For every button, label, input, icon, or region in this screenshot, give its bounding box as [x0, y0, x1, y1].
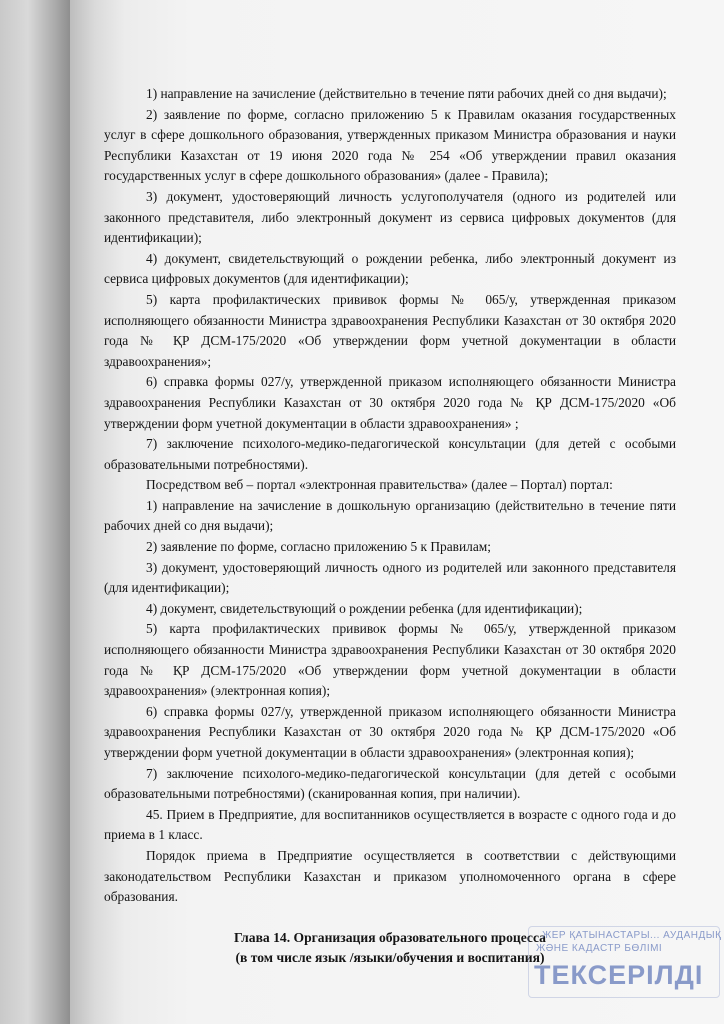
list-item: 1) направление на зачисление в дошкольную организацию (действительно в течение пяти рабочих дней со дня выдачи);: [104, 497, 676, 534]
list-item: 6) справка формы 027/у, утвержденной приказом исполняющего обязанности Министра здравоохранения Республики Казахстан от 30 октября 2020 года № ҚР ДСМ-175/2020 «Об утверждении форм учетной документации в области здравоохранения» (электронная копия);: [104, 703, 676, 760]
list-item: 4) документ, свидетельствующий о рождении ребенка, либо электронный документ из сервиса цифровых документов (для идентификации);: [104, 250, 676, 287]
document-body: [104, 84, 676, 968]
paragraph: Посредством веб – портал «электронная правительства» (далее – Портал) портал:: [146, 477, 613, 493]
list-item: 3) документ, удостоверяющий личность одного из родителей или законного представителя (для идентификации);: [104, 559, 676, 596]
inspection-stamp: [528, 930, 724, 1024]
chapter-title: Глава 14. Организация образовательного процесса: [234, 929, 546, 945]
stamp-line-1: ЖЕР ҚАТЫНАСТАРЫ... АУДАНДЫҚ: [542, 930, 722, 941]
list-item: 7) заключение психолого-медико-педагогической консультации (для детей с особыми образовательными потребностями) (сканированная копия, при наличии).: [104, 765, 676, 802]
list-item: 6) справка формы 027/у, утвержденной приказом исполняющего обязанности Министра здравоохранения Республики Казахстан от 30 октября 2020 года № ҚР ДСМ-175/2020 «Об утверждении форм учетной документации в области здравоохранения» ;: [104, 374, 676, 431]
book-binding-shadow: [0, 0, 70, 1024]
list-item: 3) документ, удостоверяющий личность услугополучателя (одного из родителей или законного представителя, либо электронный документ из сервиса цифровых документов (для идентификации);: [104, 188, 676, 246]
list-item: 1) направление на зачисление (действительно в течение пяти рабочих дней со дня выдачи);: [146, 86, 667, 101]
list-item: 5) карта профилактических прививок формы № 065/у, утвержденной приказом исполняющего обязанности Министра здравоохранения Республики Казахстан от 30 октября 2020 года № ҚР ДСМ-175/2020 «Об утверждении форм учетной документации в области здравоохранения» (электронная копия);: [104, 621, 676, 699]
paragraph: 45. Прием в Предприятие, для воспитанников осуществляется в возрасте с одного года и до приема в 1 класс.: [104, 806, 676, 843]
list-item: 7) заключение психолого-медико-педагогической консультации (для детей с особыми образовательными потребностями).: [104, 436, 676, 472]
list-item: 4) документ, свидетельствующий о рождении ребенка (для идентификации);: [146, 600, 583, 616]
stamp-line-2: ЖӘНЕ КАДАСТР БӨЛІМІ: [536, 943, 663, 954]
list-item: 5) карта профилактических прививок формы № 065/у, утвержденная приказом исполняющего обязанности Министра здравоохранения Республики Казахстан от 30 октября 2020 года № ҚР ДСМ-175/2020 «Об утверждении форм учетной документации в области здравоохранения»;: [104, 291, 676, 369]
paragraph: Порядок приема в Предприятие осуществляется в соответствии с действующими законодательством Республики Казахстан и приказом уполномоченного органа в сфере образования.: [104, 847, 676, 905]
list-item: 2) заявление по форме, согласно приложению 5 к Правилам;: [146, 539, 491, 555]
stamp-line-3: ТЕКСЕРІЛДІ: [534, 960, 704, 990]
list-item: 2) заявление по форме, согласно приложению 5 к Правилам оказания государственных услуг в сфере дошкольного образования, утвержденных приказом Министра образования и науки Республики Казахстан от 19 июня 2020 года № 254 «Об утверждении правил оказания государственных услуг в сфере дошкольного образования» (далее - Правила);: [104, 106, 676, 184]
chapter-subtitle: (в том числе язык /языки/обучения и воспитания): [235, 949, 545, 965]
